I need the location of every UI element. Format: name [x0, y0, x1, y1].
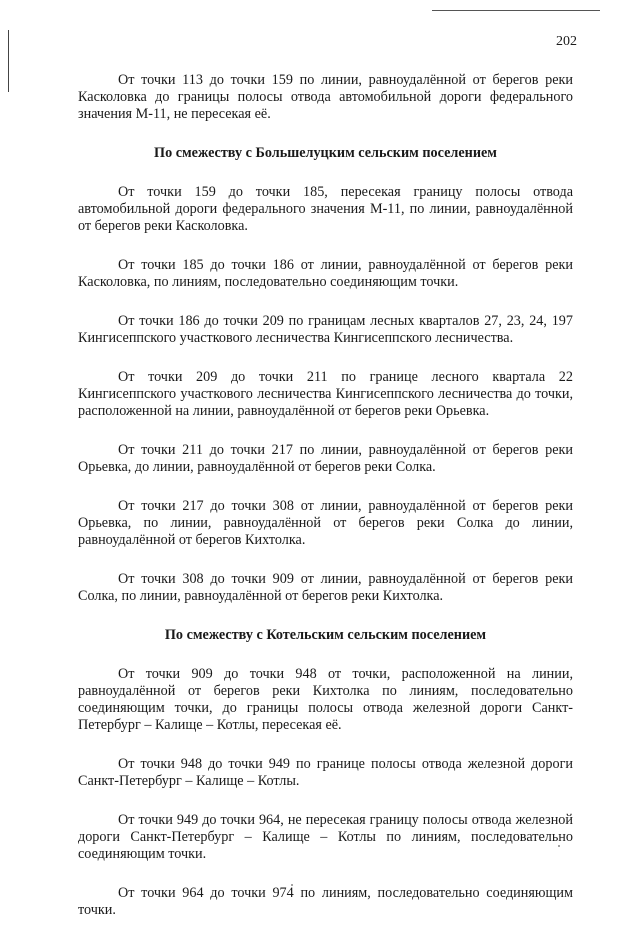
section-heading: По смежеству с Котельским сельским поселением [164, 627, 487, 643]
paragraph: От точки 964 до точки 974 по линиям, последовательно соединяющим точки. [78, 885, 573, 918]
paragraph: От точки 113 до точки 159 по линии, равноудалённой от берегов реки Касколовка до границы полосы отвода автомобильной дороги федерального значения М-11, не пересекая её. [78, 72, 573, 122]
paragraph: От точки 949 до точки 964, не пересекая границу полосы отвода железной дороги Санкт-Петербург – Калище – Котлы по линиям, последовательно соединяющим точки. [78, 812, 573, 862]
paragraph: От точки 217 до точки 308 от линии, равноудалённой от берегов реки Орьевка, по линии, равноудалённой от берегов реки Солка до линии, равноудалённой от берегов Кихтолка. [78, 498, 573, 548]
paragraph: От точки 209 до точки 211 по границе лесного квартала 22 Кингисеппского участкового лесничества Кингисеппского лесничества до точки, расположенной на линии, равноудалённой от берегов реки Орьевка. [78, 369, 573, 419]
paragraph: От точки 909 до точки 948 от точки, расположенной на линии, равноудалённой от берегов реки Кихтолка по линиям, последовательно соединяющим точки, до границы полосы отвода железной дороги Санкт-Петербург – Калище – Котлы, пересекая её. [78, 666, 573, 733]
paragraph: От точки 308 до точки 909 от линии, равноудалённой от берегов реки Солка, по линии, равноудалённой от берегов реки Кихтолка. [78, 571, 573, 604]
paragraph: От точки 948 до точки 949 по границе полосы отвода железной дороги Санкт-Петербург – Калище – Котлы. [78, 756, 573, 789]
scan-edge-line-left [8, 30, 9, 92]
paragraph: От точки 185 до точки 186 от линии, равноудалённой от берегов реки Касколовка, по линиям, последовательно соединяющим точки. [78, 257, 573, 290]
paragraph: От точки 186 до точки 209 по границам лесных кварталов 27, 23, 24, 197 Кингисеппского участкового лесничества Кингисеппского лесничества. [78, 313, 573, 346]
page-number: 202 [556, 34, 577, 49]
paragraph: От точки 159 до точки 185, пересекая границу полосы отвода автомобильной дороги федерального значения М-11, по линии, равноудалённой от берегов реки Касколовка. [78, 184, 573, 234]
paragraph: От точки 211 до точки 217 по линии, равноудалённой от берегов реки Орьевка, до линии, равноудалённой от берегов реки Солка. [78, 442, 573, 475]
scan-edge-line-top [432, 10, 600, 11]
section-heading: По смежеству с Большелуцким сельским поселением [154, 145, 497, 161]
document-body [78, 72, 573, 941]
